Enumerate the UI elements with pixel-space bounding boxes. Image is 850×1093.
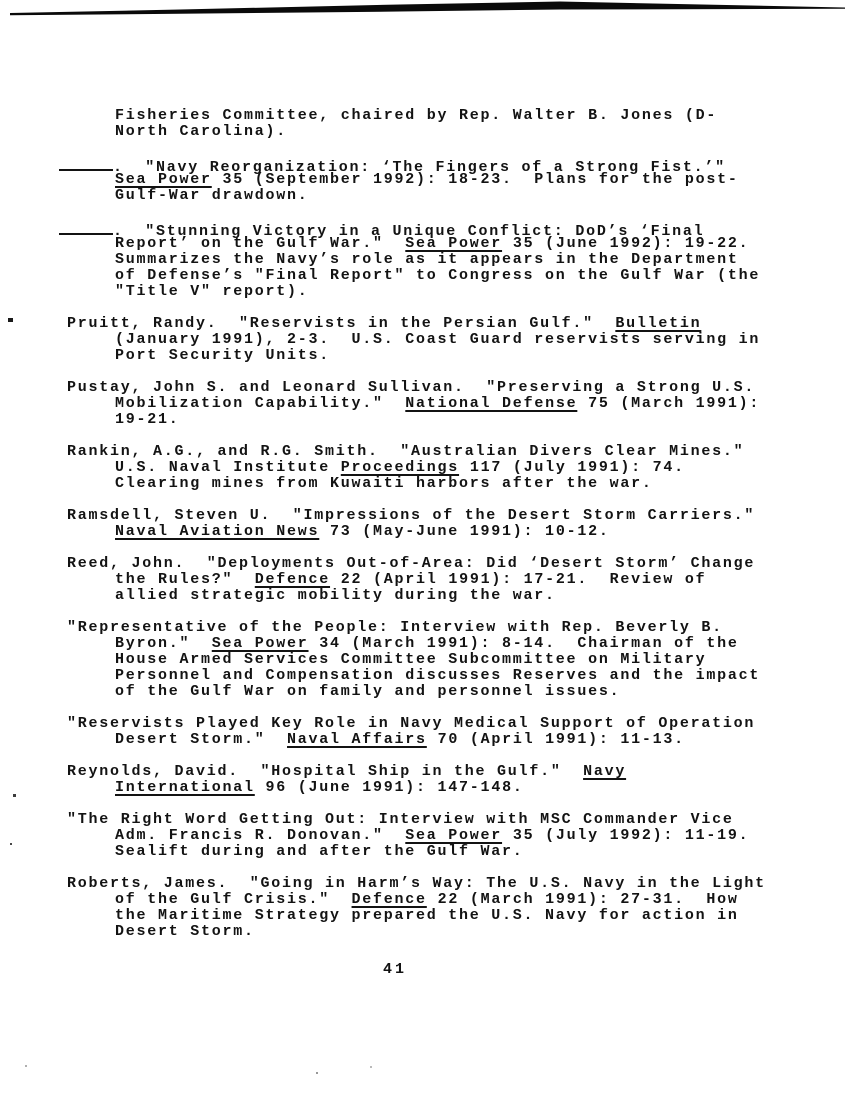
bib-line xyxy=(67,444,766,460)
bib-text: Pustay, John S. and Leonard Sullivan. "Preserving a Strong U.S. xyxy=(67,379,756,396)
bib-line xyxy=(67,156,766,176)
bib-text: the Rules?" xyxy=(115,571,255,588)
bib-line xyxy=(67,636,766,652)
bib-line xyxy=(67,124,766,140)
journal-title: Sea Power xyxy=(211,635,309,652)
bib-text: Adm. Francis R. Donovan." xyxy=(115,827,406,844)
bib-line xyxy=(67,892,766,908)
journal-title: Bulletin xyxy=(615,315,702,332)
bib-line xyxy=(67,844,766,860)
bib-text: "Reservists Played Key Role in Navy Medical Support of Operation xyxy=(67,715,756,732)
bib-line xyxy=(67,668,766,684)
bib-line xyxy=(67,764,766,780)
bib-line xyxy=(67,716,766,732)
bib-text: 35 (September 1992): 18-23. Plans for the post- xyxy=(211,171,739,188)
bib-line xyxy=(67,172,766,188)
page-number: 41 xyxy=(383,961,408,978)
scan-speck xyxy=(316,1072,318,1074)
bib-entry xyxy=(67,764,766,796)
bib-text: U.S. Naval Institute xyxy=(115,459,341,476)
bib-text: "The Right Word Getting Out: Interview with MSC Commander Vice xyxy=(67,811,734,828)
bib-text: Report’ on the Gulf War." xyxy=(115,235,406,252)
bib-text: of the Gulf Crisis." xyxy=(115,891,352,908)
bib-entry xyxy=(67,220,766,300)
bib-line xyxy=(67,812,766,828)
bib-line xyxy=(67,188,766,204)
bib-text: of Defense’s "Final Report" to Congress on the Gulf War (the xyxy=(115,267,761,284)
bib-entry xyxy=(67,556,766,604)
bib-line xyxy=(67,652,766,668)
bib-text: Ramsdell, Steven U. "Impressions of the Desert Storm Carriers." xyxy=(67,507,756,524)
bib-text: . "Navy Reorganization: ‘The Fingers of a Strong Fist.’" xyxy=(113,159,726,176)
bib-line xyxy=(67,332,766,348)
journal-title: Sea Power xyxy=(115,171,212,188)
bib-line xyxy=(67,828,766,844)
bib-text: 35 (June 1992): 19-22. xyxy=(502,235,750,252)
bib-line xyxy=(67,220,766,240)
bib-text: 70 (April 1991): 11-13. xyxy=(426,731,685,748)
journal-title: Defence xyxy=(254,571,331,588)
bib-text: Byron." xyxy=(115,635,212,652)
bib-entry xyxy=(67,812,766,860)
bib-text: the Maritime Strategy prepared the U.S. Navy for action in xyxy=(115,907,739,924)
bib-line xyxy=(67,268,766,284)
bib-text: Fisheries Committee, chaired by Rep. Walter B. Jones (D- xyxy=(115,107,718,124)
journal-title: Proceedings xyxy=(340,459,460,476)
bib-line xyxy=(67,588,766,604)
bib-text: 117 (July 1991): 74. xyxy=(459,459,685,476)
journal-title: Naval Affairs xyxy=(287,731,427,748)
bib-text: (January 1991), 2-3. U.S. Coast Guard reservists serving in xyxy=(115,331,761,348)
bib-text: House Armed Services Committee Subcommittee on Military xyxy=(115,651,707,668)
bib-text: "Title V" report). xyxy=(115,283,309,300)
bib-line xyxy=(67,396,766,412)
bib-entry xyxy=(67,108,766,140)
bib-text: 73 (May-June 1991): 10-12. xyxy=(319,523,610,540)
bib-entry xyxy=(67,876,766,940)
bib-text: Sealift during and after the Gulf War. xyxy=(115,843,524,860)
bib-text: 75 (March 1991): xyxy=(577,395,761,412)
bib-line xyxy=(67,924,766,940)
scan-top-rule xyxy=(0,0,850,20)
bib-text: Desert Storm. xyxy=(115,923,255,940)
bib-line xyxy=(67,524,766,540)
bib-text: Personnel and Compensation discusses Reserves and the impact xyxy=(115,667,761,684)
journal-title: Navy xyxy=(583,763,627,780)
bib-entry xyxy=(67,380,766,428)
bib-line xyxy=(67,348,766,364)
bib-line xyxy=(67,908,766,924)
bib-line xyxy=(67,412,766,428)
bib-text: 22 (March 1991): 27-31. How xyxy=(426,891,739,908)
bib-line xyxy=(67,620,766,636)
bib-line xyxy=(67,460,766,476)
scan-speck xyxy=(25,1065,27,1067)
bib-text: Reed, John. "Deployments Out-of-Area: Did ‘Desert Storm’ Change xyxy=(67,555,756,572)
bib-text: 22 (April 1991): 17-21. Review of xyxy=(330,571,707,588)
bib-line xyxy=(67,284,766,300)
bib-text: North Carolina). xyxy=(115,123,288,140)
bib-text: Rankin, A.G., and R.G. Smith. "Australian Divers Clear Mines." xyxy=(67,443,745,460)
bib-entry xyxy=(67,716,766,748)
author-repeat-blank xyxy=(59,220,113,235)
bib-line xyxy=(67,508,766,524)
bib-text: 35 (July 1992): 11-19. xyxy=(502,827,750,844)
bib-line xyxy=(67,108,766,124)
bib-text: of the Gulf War on family and personnel issues. xyxy=(115,683,621,700)
bib-text: Gulf-War drawdown. xyxy=(115,187,309,204)
bib-entry xyxy=(67,316,766,364)
bib-text: Reynolds, David. "Hospital Ship in the Gulf." xyxy=(67,763,584,780)
bib-text: Mobilization Capability." xyxy=(115,395,406,412)
bib-text: 34 (March 1991): 8-14. Chairman of the xyxy=(308,635,739,652)
bib-line xyxy=(67,252,766,268)
bib-line xyxy=(67,732,766,748)
scan-speck xyxy=(370,1066,372,1068)
bibliography xyxy=(67,108,766,956)
bib-line xyxy=(67,556,766,572)
bib-text: Desert Storm." xyxy=(115,731,288,748)
bib-text: "Representative of the People: Interview with Rep. Beverly B. xyxy=(67,619,723,636)
bib-line xyxy=(67,572,766,588)
scan-speck xyxy=(13,794,16,797)
bib-text: Summarizes the Navy’s role as it appears in the Department xyxy=(115,251,739,268)
journal-title: Naval Aviation News xyxy=(115,523,320,540)
bib-line xyxy=(67,236,766,252)
bib-text: 96 (June 1991): 147-148. xyxy=(254,779,524,796)
bib-text: allied strategic mobility during the war. xyxy=(115,587,556,604)
scan-speck xyxy=(8,318,13,322)
journal-title: Defence xyxy=(351,891,427,908)
bib-text: Clearing mines from Kuwaiti harbors after the war. xyxy=(115,475,653,492)
bib-text: Roberts, James. "Going in Harm’s Way: The U.S. Navy in the Light xyxy=(67,875,766,892)
bib-line xyxy=(67,780,766,796)
bib-entry xyxy=(67,620,766,700)
bib-line xyxy=(67,380,766,396)
bib-entry xyxy=(67,156,766,204)
journal-title: Sea Power xyxy=(405,827,503,844)
bib-line xyxy=(67,476,766,492)
journal-title: Sea Power xyxy=(405,235,503,252)
journal-title: International xyxy=(115,779,255,796)
bib-text: Pruitt, Randy. "Reservists in the Persian Gulf." xyxy=(67,315,616,332)
bib-text: . "Stunning Victory in a Unique Conflict: DoD’s ‘Final xyxy=(113,223,705,240)
journal-title: National Defense xyxy=(405,395,578,412)
bib-text: Port Security Units. xyxy=(115,347,331,364)
bib-text: 19-21. xyxy=(115,411,180,428)
author-repeat-blank xyxy=(59,156,113,171)
bib-line xyxy=(67,876,766,892)
bib-line xyxy=(67,316,766,332)
bib-entry xyxy=(67,508,766,540)
scan-speck xyxy=(10,843,12,845)
bib-entry xyxy=(67,444,766,492)
bib-line xyxy=(67,684,766,700)
